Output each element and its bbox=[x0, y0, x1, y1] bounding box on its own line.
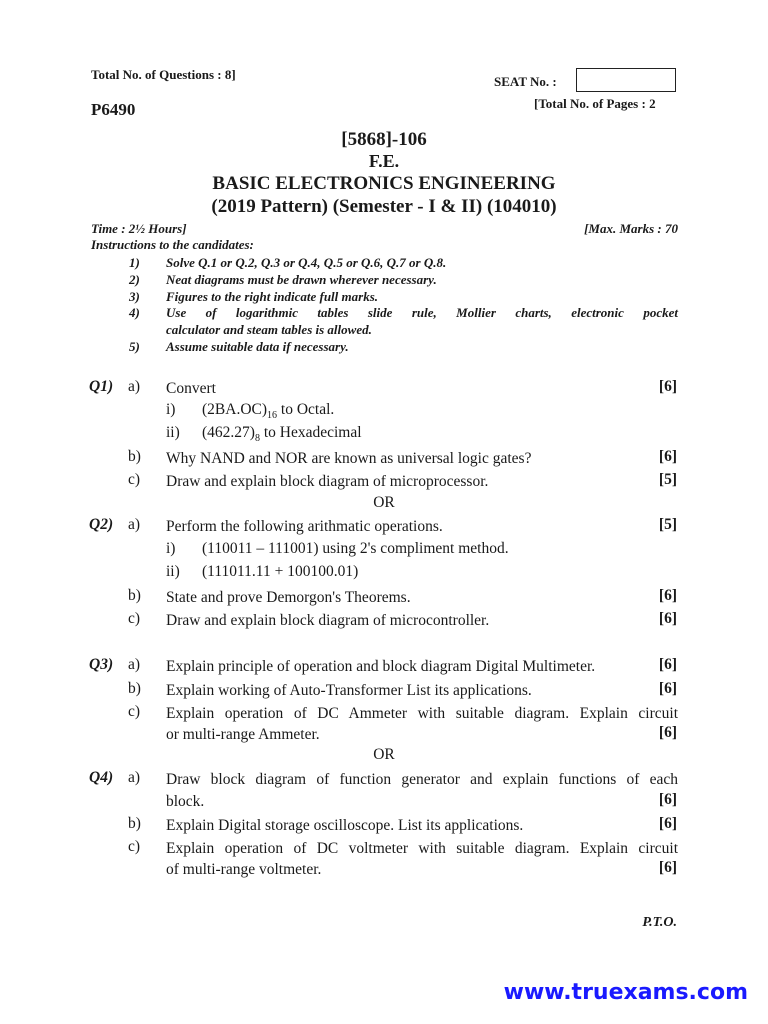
part-label: b) bbox=[128, 815, 141, 832]
marks: [6] bbox=[658, 656, 677, 673]
part-label: b) bbox=[128, 587, 141, 604]
instruction-text: calculator and steam tables is allowed. bbox=[166, 322, 372, 337]
question-label-q3: Q3) bbox=[89, 656, 114, 673]
question-text: Draw and explain block diagram of microcontroller. bbox=[166, 612, 490, 629]
question-text: Explain working of Auto-Transformer List its applications. bbox=[166, 682, 532, 699]
marks: [6] bbox=[658, 587, 677, 604]
part-label: c) bbox=[128, 610, 141, 627]
question-text: Explain operation of DC voltmeter with suitable diagram. Explain circuit bbox=[166, 840, 678, 857]
question-text: State and prove Demorgon's Theorems. bbox=[166, 589, 411, 606]
part-label: b) bbox=[128, 448, 141, 465]
part-label: a) bbox=[128, 656, 141, 673]
question-label-q1: Q1) bbox=[89, 378, 114, 395]
exam-code: [5868]-106 bbox=[341, 129, 427, 150]
subject-title: BASIC ELECTRONICS ENGINEERING bbox=[212, 173, 556, 194]
marks: [5] bbox=[658, 516, 677, 533]
question-text: Perform the following arithmatic operations. bbox=[166, 518, 443, 535]
marks: [6] bbox=[658, 815, 677, 832]
part-label: c) bbox=[128, 838, 141, 855]
or-divider: OR bbox=[373, 494, 395, 511]
part-label: c) bbox=[128, 703, 141, 720]
subpart-text: (111011.11 + 100100.01) bbox=[202, 563, 359, 580]
question-text: Explain principle of operation and block diagram Digital Multimeter. bbox=[166, 658, 596, 675]
marks: [6] bbox=[658, 791, 677, 808]
marks: [6] bbox=[658, 448, 677, 465]
part-label: b) bbox=[128, 680, 141, 697]
question-text: Draw block diagram of function generator and explain functions of each bbox=[166, 771, 678, 788]
part-label: a) bbox=[128, 378, 141, 395]
instruction-number: 1) bbox=[129, 255, 140, 270]
question-label-q4: Q4) bbox=[89, 769, 114, 786]
instruction-text: Solve Q.1 or Q.2, Q.3 or Q.4, Q.5 or Q.6, Q.7 or Q.8. bbox=[166, 255, 447, 270]
subpart-text: $(2BA.OC)_{16}$ to Octal. bbox=[202, 401, 335, 422]
marks: [6] bbox=[658, 680, 677, 697]
question-label-q2: Q2) bbox=[89, 516, 114, 533]
max-marks: [Max. Marks : 70 bbox=[584, 221, 678, 236]
website-link[interactable]: www.truexams.com bbox=[503, 980, 748, 1005]
instruction-text: Neat diagrams must be drawn wherever necessary. bbox=[166, 272, 437, 287]
seat-no-label: SEAT No. : bbox=[494, 74, 557, 89]
paper-code: P6490 bbox=[91, 100, 136, 119]
marks: [6] bbox=[658, 859, 677, 876]
instruction-text: Assume suitable data if necessary. bbox=[166, 339, 349, 354]
pto-label: P.T.O. bbox=[642, 915, 677, 930]
instruction-text: Use of logarithmic tables slide rule, Mollier charts, electronic pocket bbox=[166, 305, 678, 320]
total-questions: Total No. of Questions : 8] bbox=[91, 67, 236, 82]
question-text-continued: block. bbox=[166, 793, 205, 810]
marks: [6] bbox=[658, 610, 677, 627]
subpart-label: i) bbox=[166, 540, 176, 557]
instruction-number: 5) bbox=[129, 339, 140, 354]
question-text: Explain Digital storage oscilloscope. List its applications. bbox=[166, 817, 524, 834]
marks: [5] bbox=[658, 471, 677, 488]
instruction-number: 3) bbox=[129, 289, 140, 304]
part-label: a) bbox=[128, 516, 141, 533]
question-text: Draw and explain block diagram of microprocessor. bbox=[166, 473, 489, 490]
course-name: F.E. bbox=[368, 151, 400, 171]
subpart-label: ii) bbox=[166, 563, 180, 580]
question-text-continued: or multi-range Ammeter. bbox=[166, 726, 320, 743]
subpart-label: i) bbox=[166, 401, 176, 418]
marks: [6] bbox=[658, 724, 677, 741]
seat-no-box[interactable] bbox=[576, 68, 676, 92]
instruction-text: Figures to the right indicate full marks. bbox=[166, 289, 379, 304]
instruction-number: 2) bbox=[129, 272, 140, 287]
pattern-line: (2019 Pattern) (Semester - I & II) (104010) bbox=[211, 196, 557, 217]
question-text-continued: of multi-range voltmeter. bbox=[166, 861, 322, 878]
time-label: Time : 2½ Hours] bbox=[91, 221, 187, 236]
total-pages: [Total No. of Pages : 2 bbox=[534, 96, 656, 111]
marks: [6] bbox=[658, 378, 677, 395]
subpart-label: ii) bbox=[166, 424, 180, 441]
question-text: Why NAND and NOR are known as universal logic gates? bbox=[166, 450, 532, 467]
instruction-number: 4) bbox=[129, 305, 140, 320]
part-label: a) bbox=[128, 769, 141, 786]
subpart-text: (110011 – 111001) using 2's compliment method. bbox=[202, 540, 509, 557]
or-divider: OR bbox=[373, 746, 395, 763]
instructions-heading: Instructions to the candidates: bbox=[91, 237, 254, 252]
part-label: c) bbox=[128, 471, 141, 488]
subpart-text: $(462.27)_8$ to Hexadecimal bbox=[202, 424, 362, 445]
question-text: Convert bbox=[166, 380, 216, 397]
question-text: Explain operation of DC Ammeter with suitable diagram. Explain circuit bbox=[166, 705, 678, 722]
